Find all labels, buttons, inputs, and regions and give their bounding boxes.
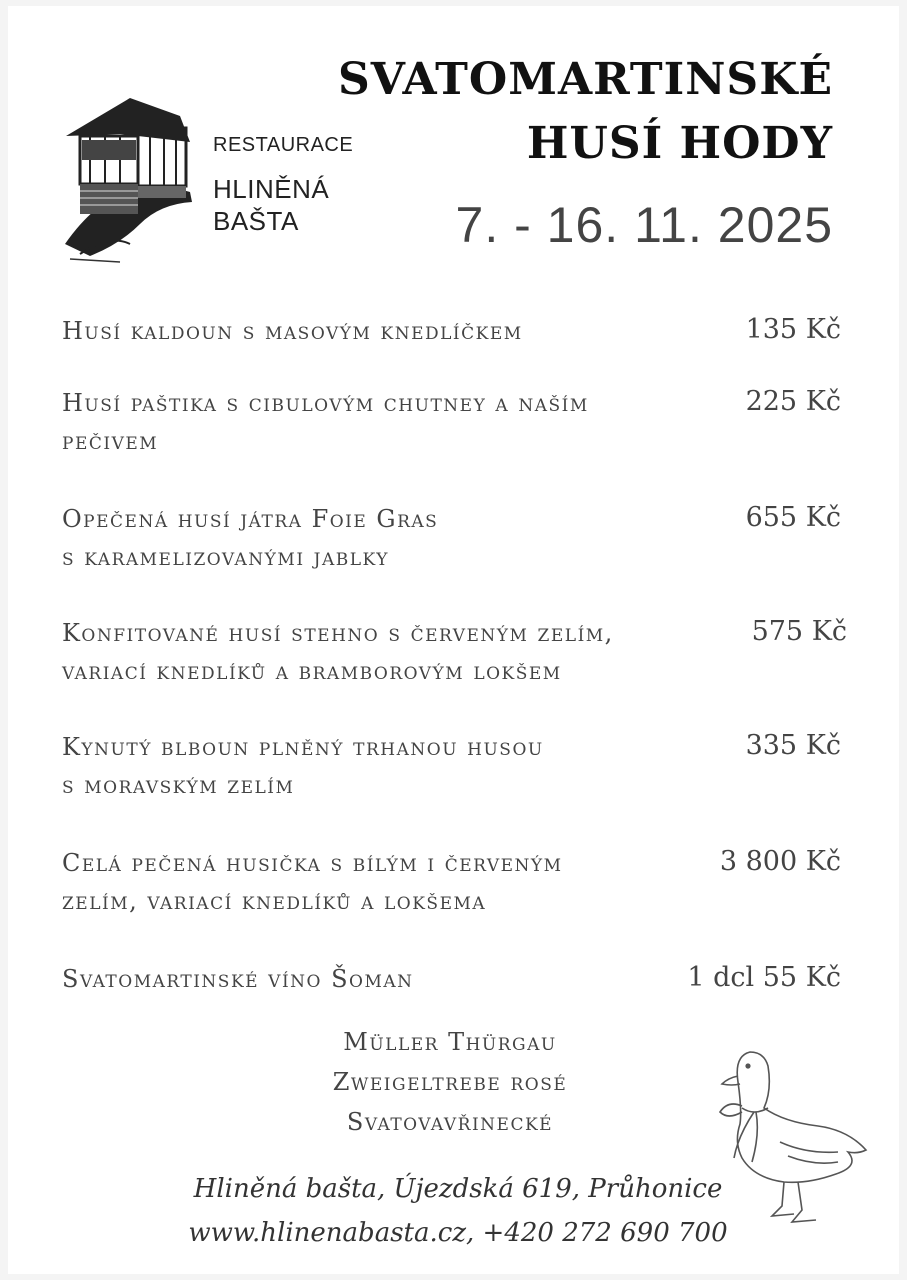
menu-item-line1: Celá pečená husička s bílým i červeným [62,849,563,877]
event-title-line1: SVATOMARTINSKÉ [337,54,833,105]
logo-restaurace: RESTAURACE [213,134,354,156]
event-title-line2: HUSÍ HODY [526,118,833,169]
wine-item: Svatovavřinecké [346,1108,554,1136]
tower-house-icon [60,94,205,264]
menu-item [62,728,702,804]
menu-item-line1: Husí paštika s cibulovým chutney a naším [62,389,589,417]
menu-item-line1: Kynutý blboun plněný trhanou husou [62,733,544,761]
footer-address: Hliněná bašta, Újezdská 619, Průhonice [193,1174,723,1204]
goose-icon [698,1046,878,1236]
logo-name-line1: HLINĚNÁ [213,174,330,204]
menu-item-price: 1 dcl 55 Kč [687,962,841,993]
menu-item-line2: s moravským zelím [62,771,295,799]
menu-item-price: 225 Kč [745,386,841,417]
menu-item-line2: s karamelizovanými jablky [62,543,389,571]
menu-page [8,6,899,1274]
menu-item [62,500,702,576]
event-dates: 7. - 16. 11. 2025 [455,197,833,253]
menu-item-line1: Svatomartinské víno Šoman [62,965,414,993]
footer-contact[interactable]: www.hlinenabasta.cz, +420 272 690 700 [188,1218,728,1248]
menu-item [62,384,702,460]
menu-item-line2: pečivem [62,427,159,455]
menu-item-line2: zelím, variací knedlíků a lokšema [62,887,487,915]
menu-item-price: 655 Kč [745,502,841,533]
wine-item: Müller Thürgau [343,1028,557,1056]
menu-item-price: 135 Kč [745,314,841,345]
wine-item: Zweigeltrebe rosé [332,1068,568,1096]
menu-item-line1: Husí kaldoun s masovým knedlíčkem [62,317,523,345]
menu-item [62,960,702,998]
menu-item-line1: Konfitované husí stehno s červeným zelím, [62,619,614,647]
menu-item-price: 335 Kč [745,730,841,761]
menu-item [62,844,702,920]
menu-item [62,614,742,690]
menu-item-line2: variací knedlíků a bramborovým lokšem [62,657,562,685]
menu-item-price: 3 800 Kč [719,846,841,877]
menu-item-line1: Opečená husí játra Foie Gras [62,505,439,533]
menu-item [62,312,702,350]
menu-item-price: 575 Kč [751,616,847,647]
logo-name-line2: BAŠTA [213,206,299,236]
